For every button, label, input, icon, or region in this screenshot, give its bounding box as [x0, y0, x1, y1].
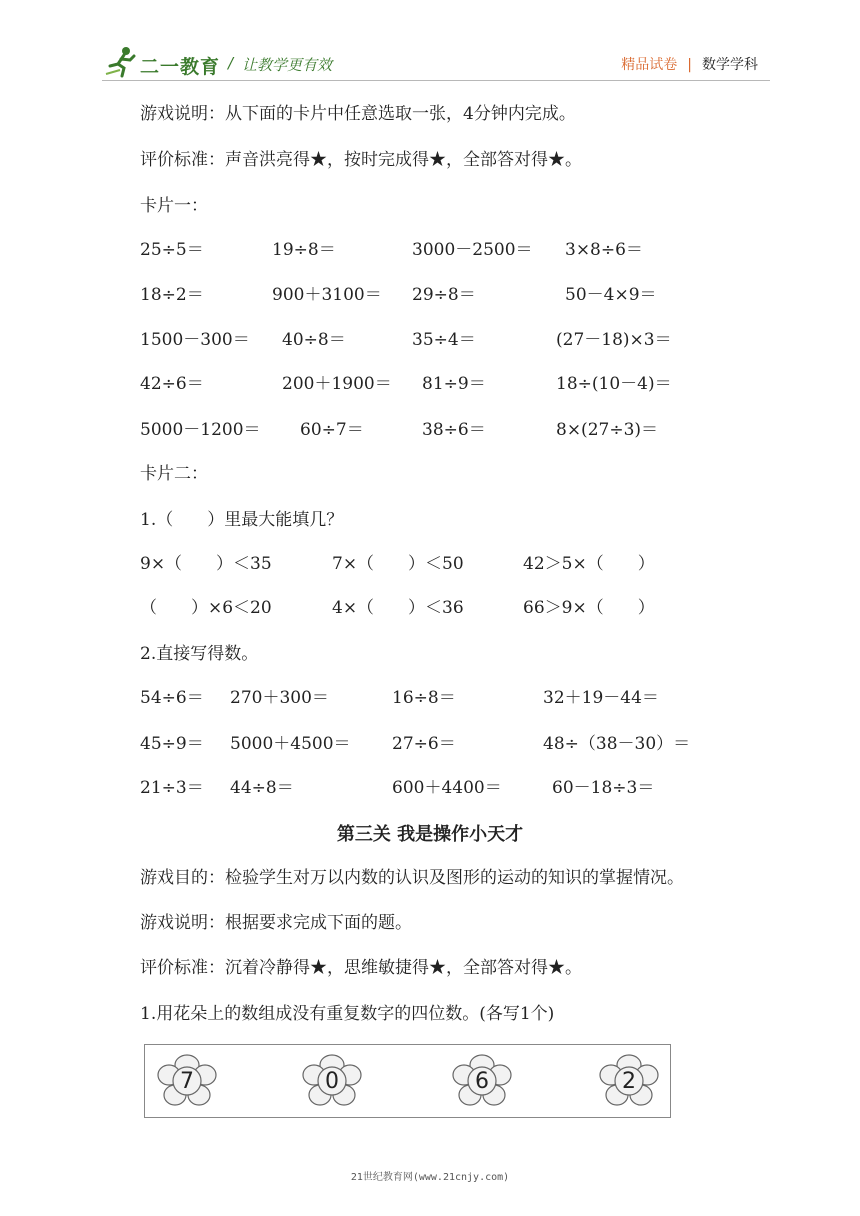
- q1-row: [0, 554, 860, 574]
- header-separator: |: [687, 57, 692, 73]
- card1-problem: 29÷8＝: [412, 285, 476, 305]
- q2-problem: 45÷9＝: [140, 734, 204, 754]
- card1-row: [0, 420, 860, 440]
- flower-number: 6: [475, 1069, 489, 1094]
- card1-problem: 900＋3100＝: [272, 285, 382, 305]
- q1-problem: 4×（ ）＜36: [332, 598, 464, 618]
- q2-problem: 44÷8＝: [230, 778, 294, 798]
- game3-q1: 1.用花朵上的数组成没有重复数字的四位数。(各写1个): [140, 1004, 555, 1024]
- card1-problem: 35÷4＝: [412, 330, 476, 350]
- flower-figure: [144, 1044, 671, 1118]
- game2-criteria: 评价标准：声音洪亮得★，按时完成得★，全部答对得★。: [140, 150, 582, 170]
- card1-row: [0, 285, 860, 305]
- subject-label: 数学学科: [702, 57, 758, 73]
- logo-runner-icon: [104, 44, 138, 78]
- card1-problem: 25÷5＝: [140, 240, 204, 260]
- slogan: 让教学更有效: [242, 56, 333, 74]
- card1-problem: 18÷(10－4)＝: [556, 374, 672, 394]
- q1-problem: 7×（ ）＜50: [332, 554, 464, 574]
- game3-purpose: 游戏目的：检验学生对万以内数的认识及图形的运动的知识的掌握情况。: [140, 868, 684, 888]
- flower: [452, 1053, 512, 1109]
- card1-problem: 3×8÷6＝: [565, 240, 643, 260]
- card1-problem: 50－4×9＝: [565, 285, 657, 305]
- card1-problem: (27－18)×3＝: [556, 330, 672, 350]
- card1-row: [0, 240, 860, 260]
- q2-problem: 48÷（38－30）＝: [543, 734, 691, 754]
- card2-q2-title: 2.直接写得数。: [140, 644, 259, 664]
- q2-problem: 32＋19－44＝: [543, 688, 659, 708]
- flower-number: 0: [325, 1069, 339, 1094]
- page-header: [0, 0, 860, 90]
- card2-title: 卡片二：: [140, 464, 208, 484]
- game2-description: 游戏说明：从下面的卡片中任意选取一张，4分钟内完成。: [140, 104, 576, 124]
- q2-row: [0, 688, 860, 708]
- q1-problem: 9×（ ）＜35: [140, 554, 272, 574]
- logo-text: 二一教育: [140, 56, 221, 78]
- page-footer: 21世纪教育网(www.21cnjy.com): [350, 1172, 510, 1183]
- flower: [157, 1053, 217, 1109]
- flower: [302, 1053, 362, 1109]
- card1-problem: 42÷6＝: [140, 374, 204, 394]
- card1-problem: 38÷6＝: [422, 420, 486, 440]
- card1-problem: 8×(27÷3)＝: [556, 420, 659, 440]
- q2-problem: 21÷3＝: [140, 778, 204, 798]
- q2-problem: 27÷6＝: [392, 734, 456, 754]
- q1-problem: （ ）×6＜20: [140, 598, 272, 618]
- q2-problem: 16÷8＝: [392, 688, 456, 708]
- q1-problem: 42＞5×（ ）: [523, 554, 655, 574]
- q2-problem: 270＋300＝: [230, 688, 329, 708]
- q2-row: [0, 778, 860, 798]
- q2-problem: 54÷6＝: [140, 688, 204, 708]
- q2-problem: 60－18÷3＝: [552, 778, 655, 798]
- game3-criteria: 评价标准：沉着冷静得★，思维敏捷得★，全部答对得★。: [140, 958, 582, 978]
- card2-q1-title: 1.（ ）里最大能填几？: [140, 510, 344, 530]
- card1-row: [0, 374, 860, 394]
- flower-number: 2: [622, 1069, 636, 1094]
- card1-problem: 3000－2500＝: [412, 240, 533, 260]
- card1-problem: 18÷2＝: [140, 285, 204, 305]
- q2-problem: 5000＋4500＝: [230, 734, 351, 754]
- card1-problem: 5000－1200＝: [140, 420, 261, 440]
- card1-problem: 60÷7＝: [300, 420, 364, 440]
- logo-slash: /: [228, 54, 234, 72]
- flower: [599, 1053, 659, 1109]
- q1-row: [0, 598, 860, 618]
- card1-problem: 40÷8＝: [282, 330, 346, 350]
- q2-problem: 600＋4400＝: [392, 778, 502, 798]
- header-divider: [102, 80, 770, 81]
- section-heading: 第三关 我是操作小天才: [336, 824, 524, 845]
- card1-row: [0, 330, 860, 350]
- card1-problem: 200＋1900＝: [282, 374, 392, 394]
- q2-row: [0, 734, 860, 754]
- card1-problem: 19÷8＝: [272, 240, 336, 260]
- flower-number: 7: [180, 1069, 194, 1094]
- card1-problem: 81÷9＝: [422, 374, 486, 394]
- header-right: [621, 54, 758, 74]
- game3-description: 游戏说明：根据要求完成下面的题。: [140, 913, 412, 933]
- quality-label: 精品试卷: [621, 57, 678, 73]
- card1-problem: 1500－300＝: [140, 330, 250, 350]
- q1-problem: 66＞9×（ ）: [523, 598, 655, 618]
- card1-title: 卡片一：: [140, 196, 208, 216]
